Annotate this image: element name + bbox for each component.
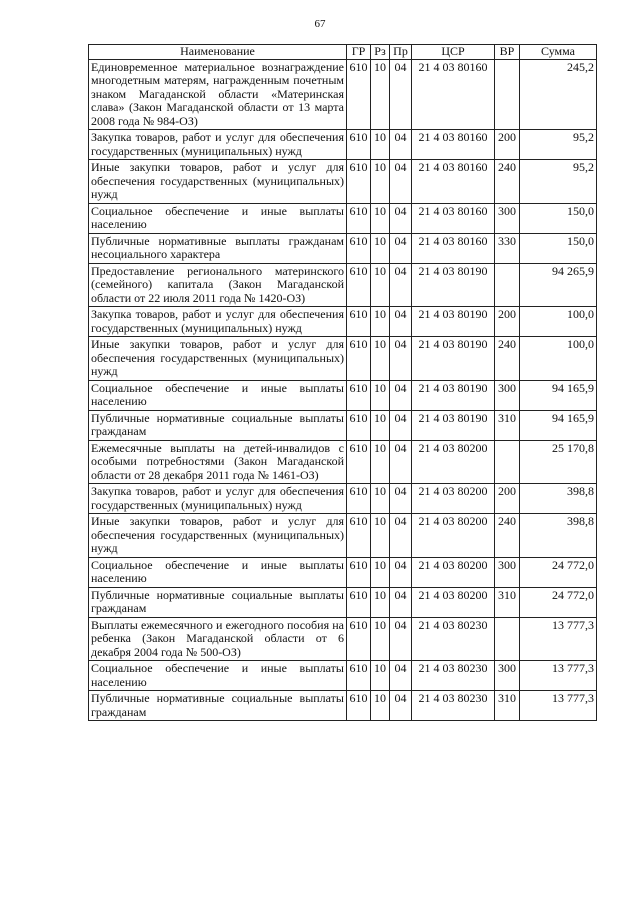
cell-name: Социальное обеспечение и иные выплаты населению bbox=[89, 380, 347, 410]
cell-csr: 21 4 03 80200 bbox=[412, 557, 495, 587]
cell-csr: 21 4 03 80200 bbox=[412, 440, 495, 484]
cell-vr: 330 bbox=[495, 233, 520, 263]
cell-sum: 150,0 bbox=[520, 203, 597, 233]
cell-gr: 610 bbox=[347, 661, 371, 691]
cell-vr: 300 bbox=[495, 661, 520, 691]
cell-name: Социальное обеспечение и иные выплаты населению bbox=[89, 557, 347, 587]
cell-sum: 94 265,9 bbox=[520, 263, 597, 307]
table-row bbox=[89, 203, 597, 233]
cell-vr bbox=[495, 263, 520, 307]
table-row bbox=[89, 263, 597, 307]
cell-gr: 610 bbox=[347, 337, 371, 381]
cell-pr: 04 bbox=[390, 557, 412, 587]
cell-vr: 200 bbox=[495, 130, 520, 160]
cell-name: Предоставление регионального материнского (семейного) капитала (Закон Магаданской области от 22 июля 2011 года № 1420-ОЗ) bbox=[89, 263, 347, 307]
cell-csr: 21 4 03 80190 bbox=[412, 380, 495, 410]
cell-vr: 240 bbox=[495, 514, 520, 558]
cell-rz: 10 bbox=[371, 410, 390, 440]
cell-vr: 240 bbox=[495, 337, 520, 381]
cell-pr: 04 bbox=[390, 307, 412, 337]
cell-sum: 25 170,8 bbox=[520, 440, 597, 484]
table-row bbox=[89, 484, 597, 514]
cell-gr: 610 bbox=[347, 514, 371, 558]
table-row bbox=[89, 587, 597, 617]
cell-vr: 200 bbox=[495, 307, 520, 337]
cell-vr: 200 bbox=[495, 484, 520, 514]
cell-gr: 610 bbox=[347, 691, 371, 721]
cell-name: Иные закупки товаров, работ и услуг для обеспечения государственных (муниципальных) нужд bbox=[89, 337, 347, 381]
table-row bbox=[89, 617, 597, 661]
cell-vr: 310 bbox=[495, 691, 520, 721]
cell-rz: 10 bbox=[371, 587, 390, 617]
cell-gr: 610 bbox=[347, 203, 371, 233]
cell-vr: 310 bbox=[495, 410, 520, 440]
table-row bbox=[89, 160, 597, 204]
cell-csr: 21 4 03 80160 bbox=[412, 160, 495, 204]
cell-sum: 245,2 bbox=[520, 59, 597, 130]
cell-sum: 398,8 bbox=[520, 484, 597, 514]
cell-pr: 04 bbox=[390, 617, 412, 661]
cell-gr: 610 bbox=[347, 307, 371, 337]
cell-csr: 21 4 03 80190 bbox=[412, 410, 495, 440]
cell-csr: 21 4 03 80200 bbox=[412, 587, 495, 617]
cell-name: Выплаты ежемесячного и ежегодного пособия на ребенка (Закон Магаданской области от 6 декабря 2004 года № 500-ОЗ) bbox=[89, 617, 347, 661]
cell-rz: 10 bbox=[371, 661, 390, 691]
cell-name: Иные закупки товаров, работ и услуг для обеспечения государственных (муниципальных) нужд bbox=[89, 514, 347, 558]
cell-pr: 04 bbox=[390, 160, 412, 204]
cell-gr: 610 bbox=[347, 557, 371, 587]
cell-pr: 04 bbox=[390, 587, 412, 617]
table-row bbox=[89, 307, 597, 337]
cell-csr: 21 4 03 80200 bbox=[412, 514, 495, 558]
cell-name: Закупка товаров, работ и услуг для обеспечения государственных (муниципальных) нужд bbox=[89, 130, 347, 160]
cell-csr: 21 4 03 80230 bbox=[412, 691, 495, 721]
table-row bbox=[89, 130, 597, 160]
cell-csr: 21 4 03 80160 bbox=[412, 203, 495, 233]
cell-rz: 10 bbox=[371, 440, 390, 484]
cell-csr: 21 4 03 80190 bbox=[412, 263, 495, 307]
cell-csr: 21 4 03 80190 bbox=[412, 307, 495, 337]
cell-pr: 04 bbox=[390, 130, 412, 160]
cell-pr: 04 bbox=[390, 380, 412, 410]
table-row bbox=[89, 557, 597, 587]
cell-gr: 610 bbox=[347, 587, 371, 617]
cell-pr: 04 bbox=[390, 203, 412, 233]
cell-sum: 24 772,0 bbox=[520, 557, 597, 587]
column-header-name: Наименование bbox=[89, 45, 347, 60]
cell-name: Публичные нормативные социальные выплаты гражданам bbox=[89, 410, 347, 440]
table-row bbox=[89, 233, 597, 263]
cell-rz: 10 bbox=[371, 484, 390, 514]
table-row bbox=[89, 59, 597, 130]
cell-pr: 04 bbox=[390, 337, 412, 381]
column-header-gr: ГР bbox=[347, 45, 371, 60]
cell-rz: 10 bbox=[371, 203, 390, 233]
cell-gr: 610 bbox=[347, 263, 371, 307]
table-body bbox=[89, 59, 597, 721]
table-row bbox=[89, 514, 597, 558]
table-row bbox=[89, 410, 597, 440]
cell-name: Публичные нормативные социальные выплаты гражданам bbox=[89, 587, 347, 617]
column-header-sum: Сумма bbox=[520, 45, 597, 60]
cell-rz: 10 bbox=[371, 130, 390, 160]
header-row bbox=[89, 45, 597, 60]
cell-sum: 100,0 bbox=[520, 307, 597, 337]
cell-pr: 04 bbox=[390, 440, 412, 484]
cell-rz: 10 bbox=[371, 59, 390, 130]
cell-gr: 610 bbox=[347, 233, 371, 263]
cell-vr bbox=[495, 59, 520, 130]
cell-sum: 94 165,9 bbox=[520, 380, 597, 410]
cell-sum: 13 777,3 bbox=[520, 661, 597, 691]
table-row bbox=[89, 661, 597, 691]
cell-vr: 300 bbox=[495, 557, 520, 587]
cell-sum: 13 777,3 bbox=[520, 691, 597, 721]
budget-table bbox=[88, 44, 597, 721]
cell-csr: 21 4 03 80160 bbox=[412, 233, 495, 263]
cell-gr: 610 bbox=[347, 130, 371, 160]
table-row bbox=[89, 337, 597, 381]
column-header-pr: Пр bbox=[390, 45, 412, 60]
cell-rz: 10 bbox=[371, 514, 390, 558]
cell-sum: 398,8 bbox=[520, 514, 597, 558]
cell-name: Публичные нормативные социальные выплаты гражданам bbox=[89, 691, 347, 721]
cell-sum: 94 165,9 bbox=[520, 410, 597, 440]
cell-gr: 610 bbox=[347, 160, 371, 204]
column-header-rz: Рз bbox=[371, 45, 390, 60]
cell-sum: 150,0 bbox=[520, 233, 597, 263]
table-row bbox=[89, 380, 597, 410]
cell-name: Социальное обеспечение и иные выплаты населению bbox=[89, 661, 347, 691]
cell-rz: 10 bbox=[371, 691, 390, 721]
cell-gr: 610 bbox=[347, 440, 371, 484]
cell-name: Закупка товаров, работ и услуг для обеспечения государственных (муниципальных) нужд bbox=[89, 484, 347, 514]
cell-pr: 04 bbox=[390, 410, 412, 440]
cell-sum: 24 772,0 bbox=[520, 587, 597, 617]
cell-csr: 21 4 03 80160 bbox=[412, 130, 495, 160]
table-row bbox=[89, 440, 597, 484]
cell-pr: 04 bbox=[390, 484, 412, 514]
cell-rz: 10 bbox=[371, 557, 390, 587]
cell-rz: 10 bbox=[371, 380, 390, 410]
cell-pr: 04 bbox=[390, 59, 412, 130]
cell-sum: 95,2 bbox=[520, 160, 597, 204]
cell-name: Иные закупки товаров, работ и услуг для обеспечения государственных (муниципальных) нужд bbox=[89, 160, 347, 204]
table-header bbox=[89, 45, 597, 60]
cell-gr: 610 bbox=[347, 617, 371, 661]
cell-name: Закупка товаров, работ и услуг для обеспечения государственных (муниципальных) нужд bbox=[89, 307, 347, 337]
cell-vr: 300 bbox=[495, 380, 520, 410]
cell-vr bbox=[495, 440, 520, 484]
cell-rz: 10 bbox=[371, 307, 390, 337]
cell-rz: 10 bbox=[371, 617, 390, 661]
cell-csr: 21 4 03 80200 bbox=[412, 484, 495, 514]
cell-csr: 21 4 03 80230 bbox=[412, 617, 495, 661]
cell-csr: 21 4 03 80190 bbox=[412, 337, 495, 381]
cell-rz: 10 bbox=[371, 160, 390, 204]
cell-name: Социальное обеспечение и иные выплаты населению bbox=[89, 203, 347, 233]
cell-vr bbox=[495, 617, 520, 661]
cell-pr: 04 bbox=[390, 263, 412, 307]
cell-gr: 610 bbox=[347, 410, 371, 440]
cell-sum: 95,2 bbox=[520, 130, 597, 160]
cell-pr: 04 bbox=[390, 661, 412, 691]
cell-rz: 10 bbox=[371, 233, 390, 263]
cell-sum: 100,0 bbox=[520, 337, 597, 381]
cell-pr: 04 bbox=[390, 691, 412, 721]
cell-gr: 610 bbox=[347, 59, 371, 130]
cell-name: Единовременное материальное вознаграждение многодетным матерям, награжденным почетным знаком Магаданской области «Материнская слава» (Закон Магаданской области от 13 марта 2008 года № 984-ОЗ) bbox=[89, 59, 347, 130]
column-header-vr: ВР bbox=[495, 45, 520, 60]
table-row bbox=[89, 691, 597, 721]
cell-pr: 04 bbox=[390, 514, 412, 558]
cell-rz: 10 bbox=[371, 263, 390, 307]
cell-rz: 10 bbox=[371, 337, 390, 381]
cell-gr: 610 bbox=[347, 380, 371, 410]
cell-pr: 04 bbox=[390, 233, 412, 263]
page-number: 67 bbox=[314, 18, 326, 30]
cell-gr: 610 bbox=[347, 484, 371, 514]
column-header-csr: ЦСР bbox=[412, 45, 495, 60]
cell-vr: 310 bbox=[495, 587, 520, 617]
cell-name: Ежемесячные выплаты на детей-инвалидов с особыми потребностями (Закон Магаданской области от 28 декабря 2011 года № 1461-ОЗ) bbox=[89, 440, 347, 484]
cell-csr: 21 4 03 80160 bbox=[412, 59, 495, 130]
cell-sum: 13 777,3 bbox=[520, 617, 597, 661]
cell-vr: 300 bbox=[495, 203, 520, 233]
cell-csr: 21 4 03 80230 bbox=[412, 661, 495, 691]
cell-name: Публичные нормативные выплаты гражданам несоциального характера bbox=[89, 233, 347, 263]
cell-vr: 240 bbox=[495, 160, 520, 204]
